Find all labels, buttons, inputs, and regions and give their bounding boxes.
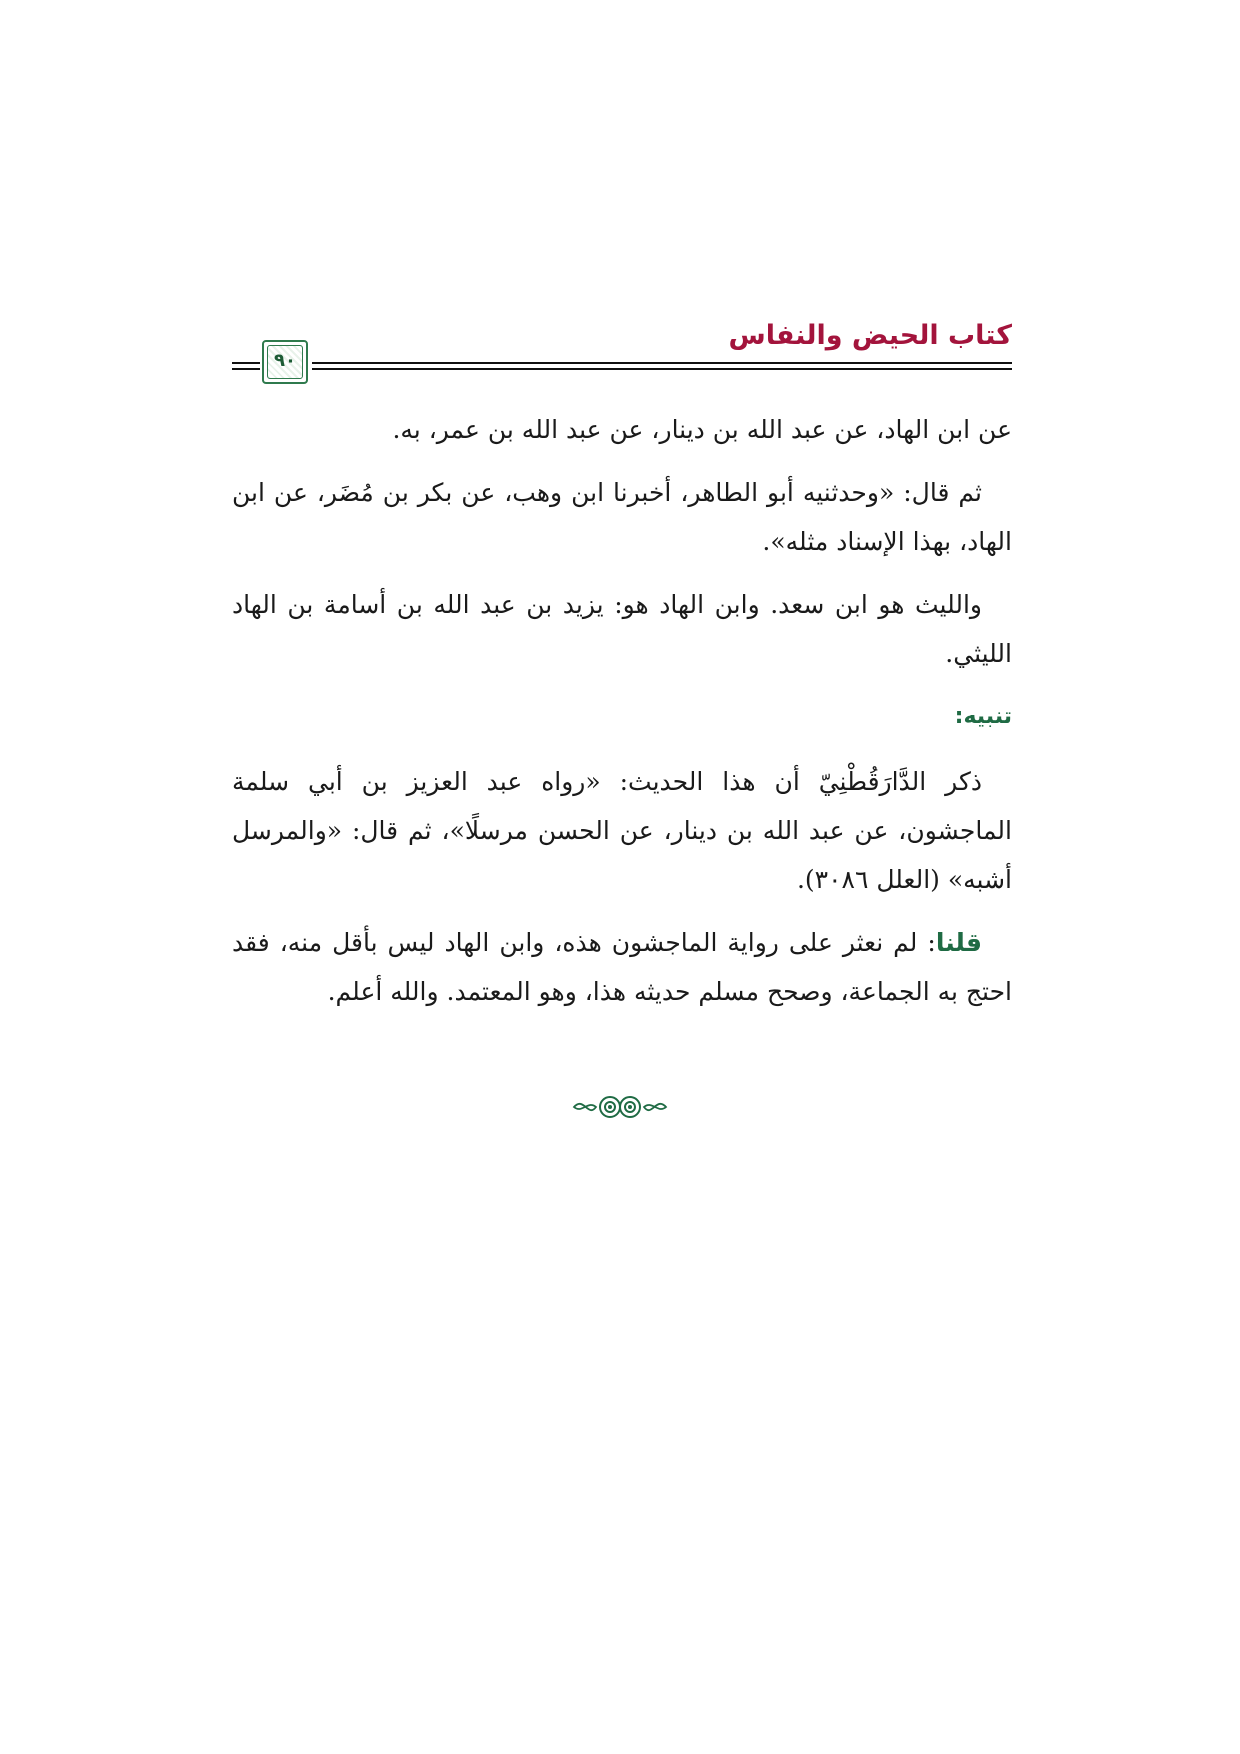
page-header: [232, 312, 1012, 388]
paragraph-4: ذكر الدَّارَقُطْنِيّ أن هذا الحديث: «رواه عبد العزيز بن أبي سلمة الماجشون، عن عبد الله بن دينار، عن الحسن مرسلًا»، ثم قال: «والمرسل أشبه» (العلل ٣٠٨٦).: [232, 767, 1012, 894]
paragraph-5-text: : لم نعثر على رواية الماجشون هذه، وابن الهاد ليس بأقل منه، فقد احتج به الجماعة، وصحح مسلم حديثه هذا، وهو المعتمد. والله أعلم.: [232, 928, 1012, 1006]
paragraph-5-lead: قلنا: [935, 928, 982, 957]
note-heading: تنبيه:: [954, 704, 1012, 729]
page-number-badge: [262, 340, 308, 384]
paragraph-5: [232, 918, 1012, 1016]
page-number: ٩٠: [274, 350, 296, 371]
flower-ornament-icon: [570, 1090, 670, 1124]
paragraph-2: ثم قال: «وحدثنيه أبو الطاهر، أخبرنا ابن وهب، عن بكر بن مُضَر، عن ابن الهاد، بهذا الإسناد مثله».: [232, 478, 1012, 556]
main-text: [232, 405, 1012, 1030]
paragraph-3: والليث هو ابن سعد. وابن الهاد هو: يزيد بن عبد الله بن أسامة بن الهاد الليثي.: [232, 590, 1012, 668]
header-rule-bottom: [312, 368, 1012, 370]
header-rule-left-top: [232, 362, 260, 364]
book-title: كتاب الحيض والنفاس: [728, 320, 1012, 351]
paragraph-1: عن ابن الهاد، عن عبد الله بن دينار، عن عبد الله بن عمر، به.: [392, 415, 1012, 444]
header-rule-top: [312, 362, 1012, 364]
header-rule-left-bottom: [232, 368, 260, 370]
